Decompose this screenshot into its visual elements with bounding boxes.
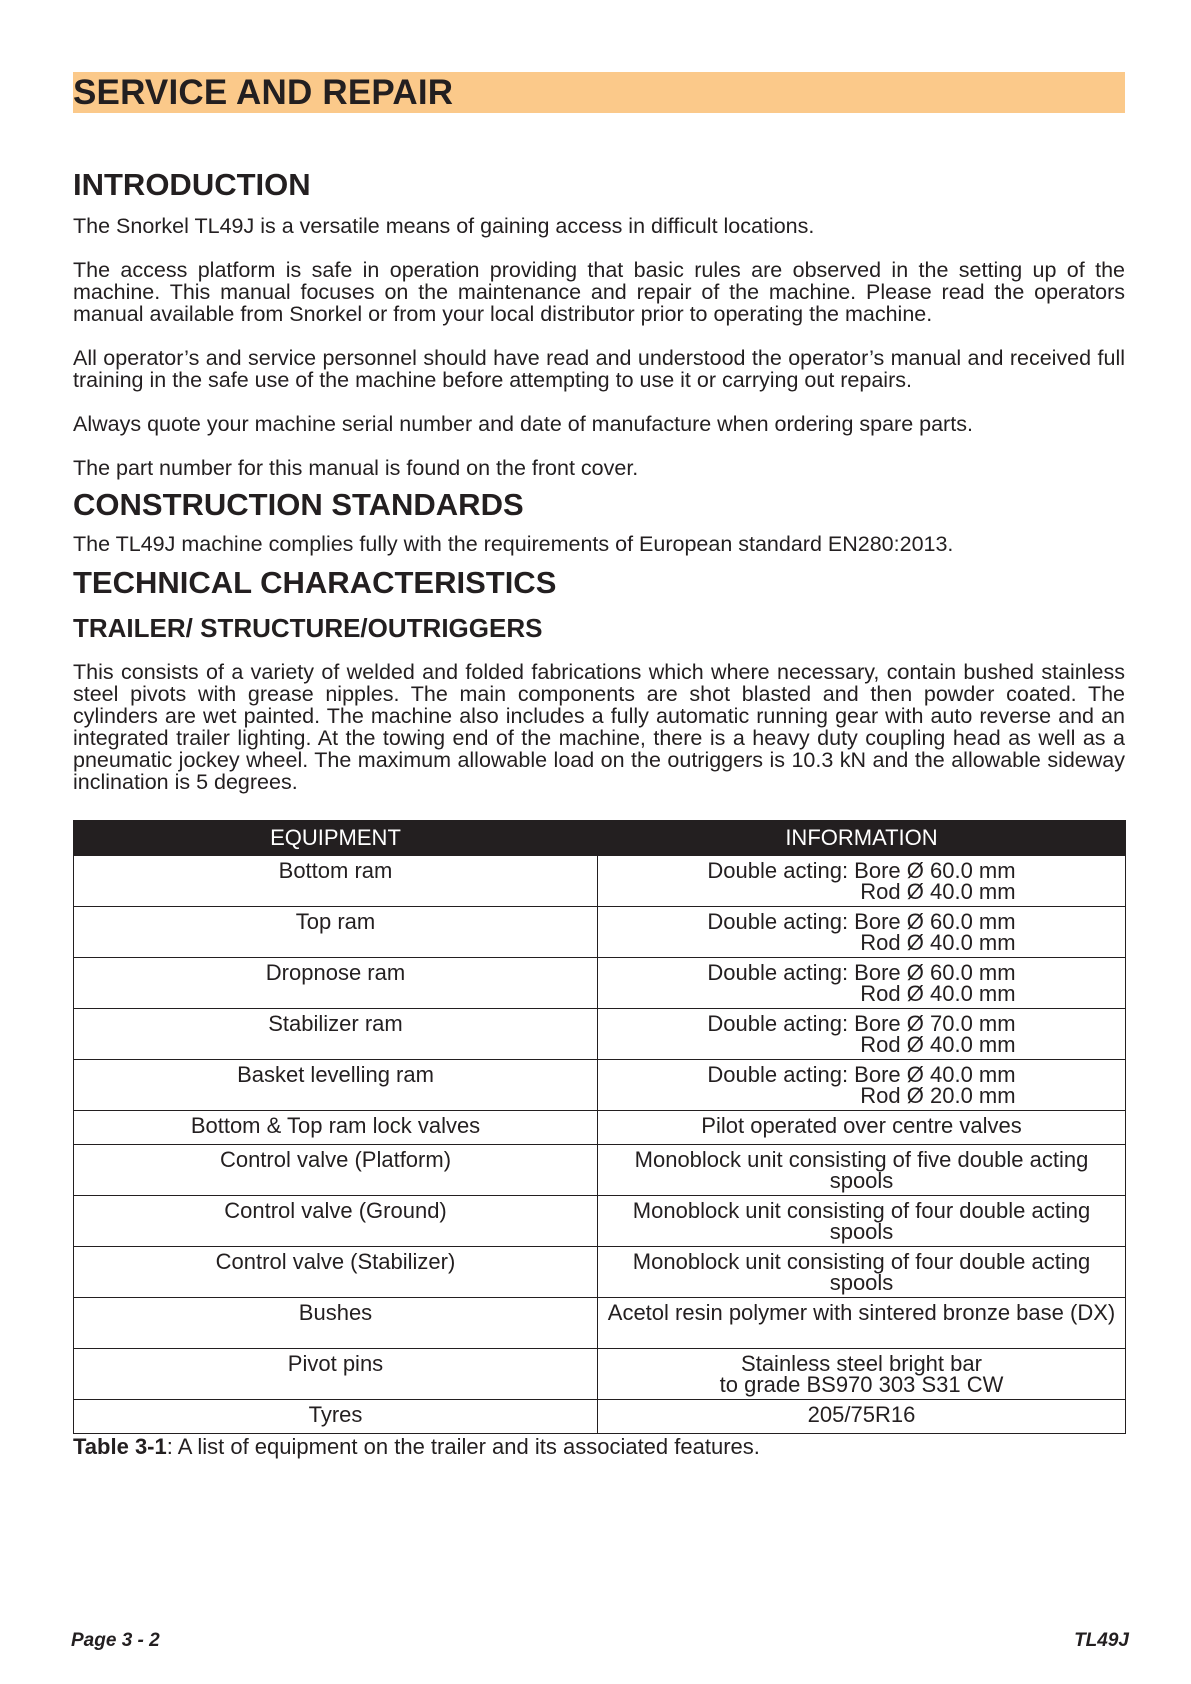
intro-paragraph-3: All operator’s and service personnel should have read and understood the operator’s manual and received full training in the safe use of the machine before attempting to use it or carrying out repairs. (73, 346, 1125, 392)
table-caption-text: : A list of equipment on the trailer and its associated features. (166, 1434, 760, 1459)
information-line-2: to grade BS970 303 S31 CW (719, 1372, 1004, 1397)
page-content (73, 72, 1125, 1459)
trailer-paragraph: This consists of a variety of welded and folded fabrications which where necessary, contain bushed stainless steel pivots with grease nipples. The main components are shot blasted and then powder coated. The cylinders are wet painted. The machine also includes a fully automatic running gear with auto reverse and an integrated trailer lighting. At the towing end of the machine, there is a heavy duty coupling head as well as a pneumatic jockey wheel. The maximum allowable load on the outriggers is 10.3 kN and the allowable sideway inclination is 5 degrees. (73, 660, 1125, 794)
information-lines (707, 911, 1015, 953)
information-cell (598, 958, 1126, 1009)
footer-page-number: Page 3 - 2 (71, 1630, 160, 1651)
intro-paragraph-1: The Snorkel TL49J is a versatile means of gaining access in difficult locations. (73, 214, 815, 238)
table-row (74, 907, 1126, 958)
equipment-table (73, 820, 1126, 1434)
information-cell (598, 856, 1126, 907)
intro-paragraph-5: The part number for this manual is found on the front cover. (73, 456, 639, 480)
information-line-2: Rod Ø 40.0 mm (860, 1032, 1016, 1057)
information-cell (598, 1009, 1126, 1060)
information-line-1: Double acting: Bore Ø 40.0 mm (707, 1062, 1016, 1087)
table-row (74, 1247, 1126, 1298)
information-line-1: Stainless steel bright bar (741, 1351, 982, 1376)
information-lines (707, 1013, 1015, 1055)
equipment-cell: Stabilizer ram (74, 1009, 598, 1060)
equipment-cell: Control valve (Stabilizer) (74, 1247, 598, 1298)
information-cell (598, 1060, 1126, 1111)
table-row (74, 958, 1126, 1009)
intro-paragraph-4: Always quote your machine serial number and date of manufacture when ordering spare parts. (73, 412, 973, 436)
technical-heading: TECHNICAL CHARACTERISTICS (73, 565, 557, 600)
equipment-cell: Bottom ram (74, 856, 598, 907)
equipment-cell: Tyres (74, 1400, 598, 1434)
equipment-cell: Top ram (74, 907, 598, 958)
table-row (74, 1196, 1126, 1247)
table-row (74, 1400, 1126, 1434)
information-lines (707, 1064, 1015, 1106)
column-header-equipment: EQUIPMENT (74, 821, 598, 856)
information-line-1: Double acting: Bore Ø 60.0 mm (707, 960, 1016, 985)
table-header-row (74, 821, 1126, 856)
equipment-cell: Control valve (Ground) (74, 1196, 598, 1247)
table-row (74, 1009, 1126, 1060)
information-lines (707, 962, 1015, 1004)
construction-paragraph: The TL49J machine complies fully with the requirements of European standard EN280:2013. (73, 532, 954, 556)
information-cell (598, 907, 1126, 958)
information-line-2: Rod Ø 40.0 mm (860, 981, 1016, 1006)
information-cell: Monoblock unit consisting of four double acting spools (598, 1196, 1126, 1247)
information-line-1: Double acting: Bore Ø 70.0 mm (707, 1011, 1016, 1036)
table-row (74, 1145, 1126, 1196)
information-lines (707, 860, 1015, 902)
table-row (74, 1349, 1126, 1400)
construction-heading: CONSTRUCTION STANDARDS (73, 487, 524, 522)
equipment-cell: Pivot pins (74, 1349, 598, 1400)
intro-paragraph-2: The access platform is safe in operation providing that basic rules are observed in the setting up of the machine. This manual focuses on the maintenance and repair of the machine. Please read the operators manual available from Snorkel or from your local distributor prior to operating the machine. (73, 258, 1125, 326)
column-header-information: INFORMATION (598, 821, 1126, 856)
trailer-subheading: TRAILER/ STRUCTURE/OUTRIGGERS (73, 613, 543, 643)
footer-model: TL49J (1074, 1630, 1129, 1651)
information-cell: 205/75R16 (598, 1400, 1126, 1434)
equipment-cell: Bushes (74, 1298, 598, 1349)
information-line-2: Rod Ø 40.0 mm (860, 879, 1016, 904)
table-caption (73, 1435, 1125, 1459)
information-cell (598, 1349, 1126, 1400)
introduction-heading: INTRODUCTION (73, 167, 311, 202)
information-lines (720, 1353, 1004, 1395)
table-row (74, 1060, 1126, 1111)
information-cell: Acetol resin polymer with sintered bronze base (DX) (598, 1298, 1126, 1349)
equipment-cell: Dropnose ram (74, 958, 598, 1009)
information-line-2: Rod Ø 20.0 mm (860, 1083, 1016, 1108)
information-cell: Monoblock unit consisting of five double acting spools (598, 1145, 1126, 1196)
table-caption-label: Table 3-1 (73, 1434, 167, 1459)
equipment-cell: Bottom & Top ram lock valves (74, 1111, 598, 1145)
information-cell: Monoblock unit consisting of four double acting spools (598, 1247, 1126, 1298)
equipment-cell: Control valve (Platform) (74, 1145, 598, 1196)
table-row (74, 856, 1126, 907)
information-line-2: Rod Ø 40.0 mm (860, 930, 1016, 955)
information-line-1: Double acting: Bore Ø 60.0 mm (707, 858, 1016, 883)
table-row (74, 1111, 1126, 1145)
equipment-cell: Basket levelling ram (74, 1060, 598, 1111)
table-row (74, 1298, 1126, 1349)
section-title: SERVICE AND REPAIR (73, 72, 1125, 113)
information-line-1: Double acting: Bore Ø 60.0 mm (707, 909, 1016, 934)
information-cell: Pilot operated over centre valves (598, 1111, 1126, 1145)
